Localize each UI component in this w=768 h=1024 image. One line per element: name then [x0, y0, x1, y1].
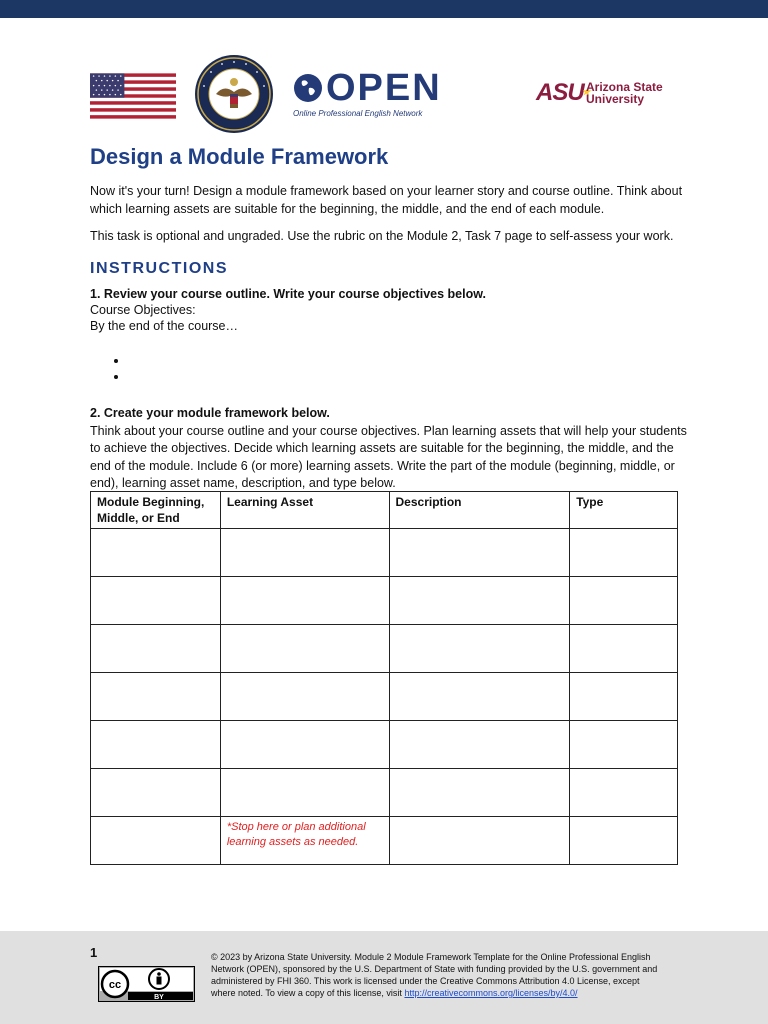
table-row [91, 769, 678, 817]
table-cell[interactable] [389, 529, 570, 577]
stop-here-note: *Stop here or plan additional learning assets as needed. [226, 821, 366, 848]
table-cell[interactable] [570, 625, 678, 673]
table-cell[interactable] [91, 529, 221, 577]
open-subtitle: Online Professional English Network [293, 109, 423, 118]
table-cell[interactable] [220, 673, 389, 721]
table-cell[interactable] [570, 673, 678, 721]
table-cell[interactable] [220, 721, 389, 769]
header-type: Type [570, 492, 678, 529]
table-cell[interactable] [570, 769, 678, 817]
course-objectives-lead: By the end of the course… [90, 319, 239, 333]
table-cell[interactable] [389, 673, 570, 721]
step-2-heading: 2. Create your module framework below. [90, 406, 330, 420]
table-cell[interactable] [220, 769, 389, 817]
intro-paragraph-1: Now it's your turn! Design a module framework based on your learner story and course outline. Think about which learning assets are suitable for the beginning, the middle, and the end of each module. [90, 184, 683, 216]
table-cell[interactable] [570, 577, 678, 625]
step-1-heading: 1. Review your course outline. Write your course objectives below. [90, 287, 486, 301]
instructions-heading: INSTRUCTIONS [90, 260, 228, 277]
table-row [91, 625, 678, 673]
license-text: © 2023 by Arizona State University. Module 2 Module Framework Template for the Online Professional English Network (OPEN), sponsored by the U.S. Department of State with funding provided by the U.S. government and administered by FHI 360. This work is licensed under the Creative Commons Attribution 4.0 License, except where noted. To view a copy of this license, visit http://creativecommons.org/licenses/by/4.0/ [211, 952, 658, 998]
svg-text:cc: cc [108, 979, 122, 991]
open-logo [293, 67, 442, 122]
table-cell[interactable] [220, 529, 389, 577]
header-description: Description [389, 492, 570, 529]
step-2-section [90, 405, 690, 493]
table-cell[interactable] [389, 625, 570, 673]
us-flag-icon [90, 72, 176, 120]
table-cell[interactable] [91, 769, 221, 817]
table-cell[interactable] [220, 577, 389, 625]
table-cell[interactable] [220, 817, 389, 865]
step-2-body: Think about your course outline and your course objectives. Plan learning assets that will help your students to achieve the objectives. Decide which learning assets are suitable for the beginning, the middle, and the end of the module. Include 6 (or more) learning assets. Write the part of the module (beginning, middle, or end), learning asset name, description, and type below. [90, 423, 687, 490]
table-cell[interactable] [91, 817, 221, 865]
table-header-row [91, 492, 678, 529]
table-cell[interactable] [570, 817, 678, 865]
table-cell[interactable] [570, 721, 678, 769]
page-footer [0, 931, 768, 1024]
asu-mark: ASU★ [536, 79, 590, 106]
page-title: Design a Module Framework [90, 144, 389, 169]
table-cell[interactable] [220, 625, 389, 673]
course-objectives-label: Course Objectives: [90, 303, 196, 317]
header-module-part: Module Beginning, Middle, or End [91, 492, 221, 529]
page-number: 1 [90, 945, 98, 960]
asu-star-icon: ★ [581, 87, 590, 98]
header-learning-asset: Learning Asset [220, 492, 389, 529]
table-cell[interactable] [570, 529, 678, 577]
table-row [91, 721, 678, 769]
svg-text:BY: BY [154, 994, 164, 1001]
table-row [91, 673, 678, 721]
asu-name: Arizona State University [586, 80, 663, 106]
asu-logo [536, 80, 666, 108]
creative-commons-by-icon [98, 966, 195, 1002]
objectives-bullet-list [110, 353, 124, 385]
license-link[interactable]: http://creativecommons.org/licenses/by/4.0/ [404, 988, 578, 998]
objective-bullet-2[interactable] [110, 369, 124, 385]
top-banner-bar [0, 0, 768, 18]
table-row [91, 529, 678, 577]
table-cell[interactable] [91, 721, 221, 769]
department-of-state-seal-icon [194, 54, 274, 134]
intro-paragraph-2: This task is optional and ungraded. Use the rubric on the Module 2, Task 7 page to self-assess your work. [90, 229, 674, 243]
table-cell[interactable] [91, 625, 221, 673]
table-cell[interactable] [389, 721, 570, 769]
open-wordmark: OPEN [326, 67, 442, 109]
table-cell[interactable] [389, 769, 570, 817]
table-cell[interactable] [91, 673, 221, 721]
step-1-section [90, 286, 486, 334]
globe-icon [293, 73, 323, 103]
module-framework-table [90, 491, 678, 865]
table-row [91, 817, 678, 865]
table-cell[interactable] [389, 577, 570, 625]
table-row [91, 577, 678, 625]
table-cell[interactable] [91, 577, 221, 625]
objective-bullet-1[interactable] [110, 353, 124, 369]
table-cell[interactable] [389, 817, 570, 865]
